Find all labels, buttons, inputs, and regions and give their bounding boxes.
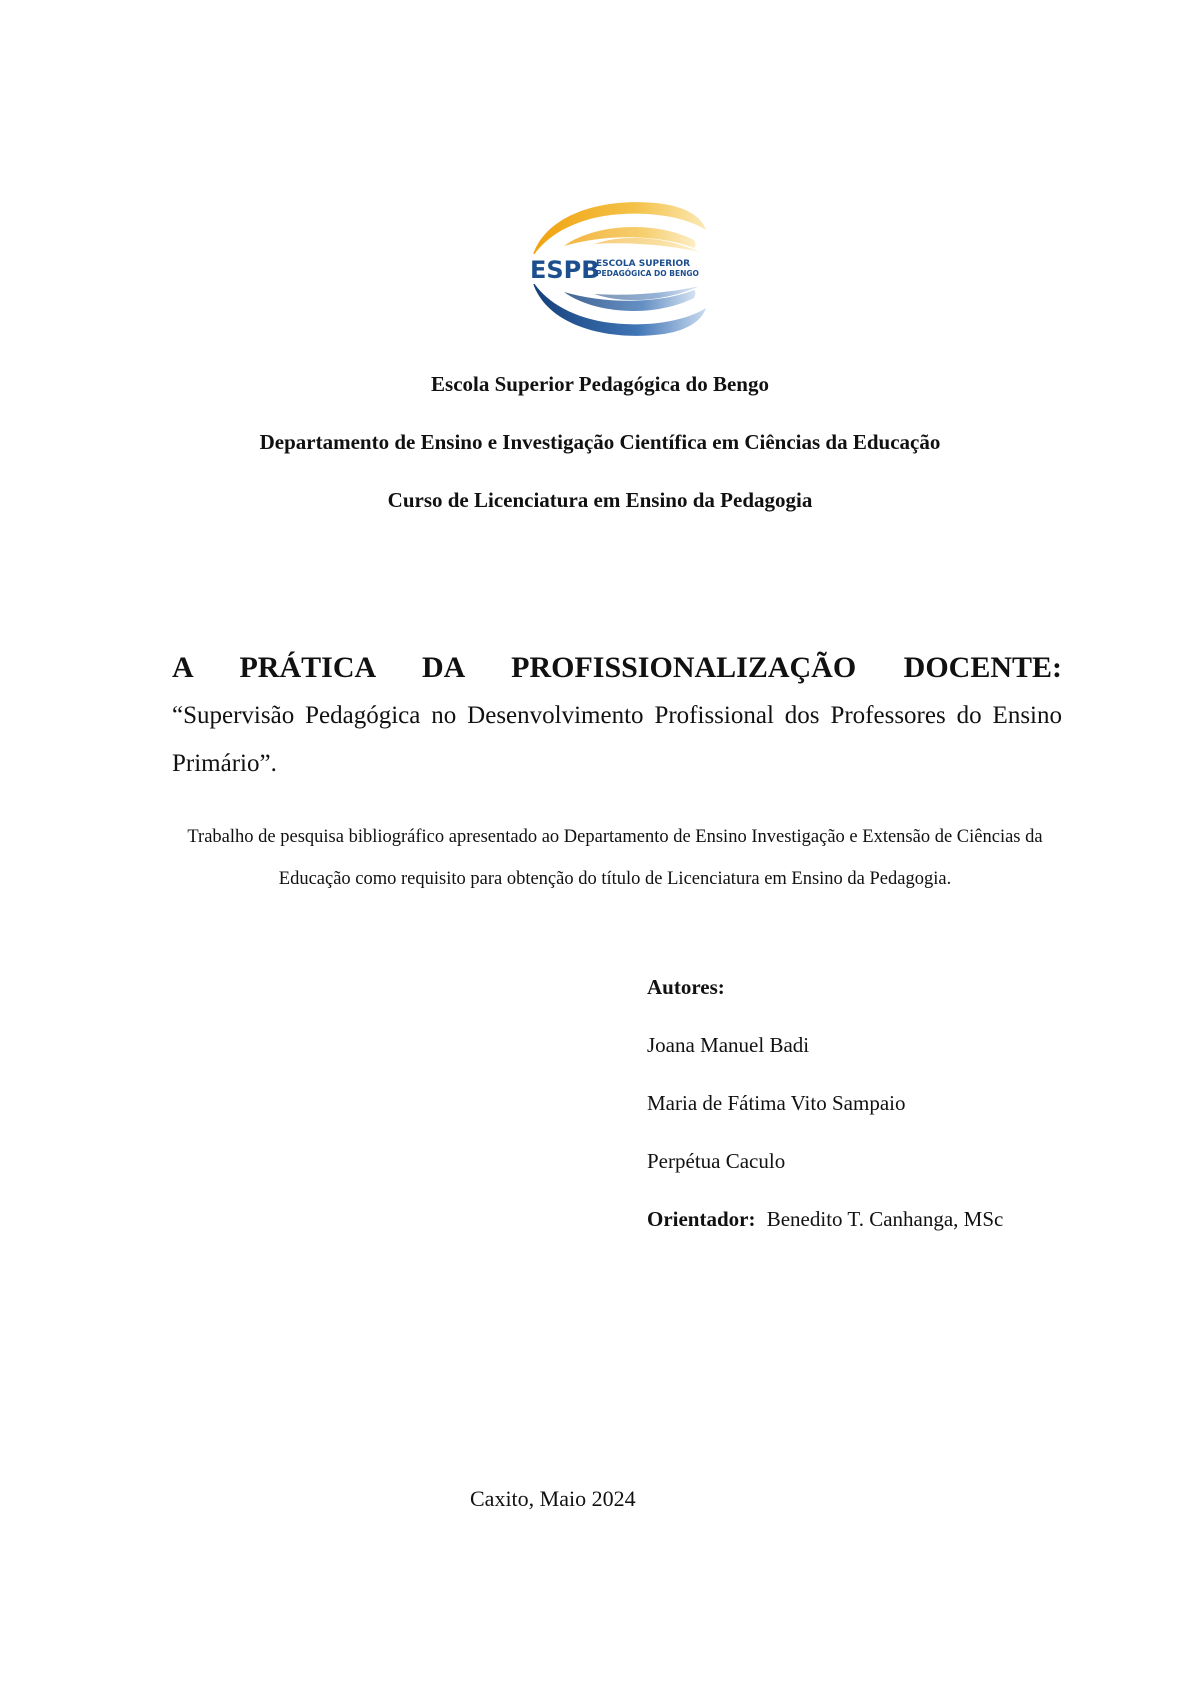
abstract-text: Trabalho de pesquisa bibliográfico apresentado ao Departamento de Ensino Investigação e Extensão de Ciências da Educação como requisito para obtenção do título de Licenciatura em Ensino da Pedagogia.	[187, 827, 1043, 889]
advisor-label: Orientador:	[647, 1207, 756, 1231]
institution-name: Escola Superior Pedagógica do Bengo	[431, 372, 769, 396]
advisor-name: Benedito T. Canhanga, MSc	[766, 1207, 1004, 1231]
logo-name-line1: ESCOLA SUPERIOR	[596, 259, 691, 269]
espb-logo	[524, 196, 710, 342]
advisor-line	[647, 1190, 1003, 1248]
subtitle: “Supervisão Pedagógica no Desenvolvimento Profissional dos Professores do Ensino Primário”.	[172, 702, 1062, 777]
main-title: A PRÁTICA DA PROFISSIONALIZAÇÃO DOCENTE:	[172, 651, 1062, 684]
department-name: Departamento de Ensino e Investigação Científica em Ciências da Educação	[259, 430, 941, 454]
author-name: Joana Manuel Badi	[647, 1033, 810, 1057]
authors-block	[647, 958, 1003, 1248]
author-name: Perpétua Caculo	[647, 1149, 786, 1173]
logo-name-line2: PEDAGÓGICA DO BENGO	[596, 269, 699, 278]
course-name: Curso de Licenciatura em Ensino da Pedagogia	[387, 488, 813, 512]
author-name: Maria de Fátima Vito Sampaio	[647, 1091, 906, 1115]
title-block	[172, 648, 1062, 788]
logo-acronym: ESPB	[530, 256, 600, 284]
authors-heading: Autores:	[647, 975, 725, 999]
place-date: Caxito, Maio 2024	[470, 1486, 636, 1511]
